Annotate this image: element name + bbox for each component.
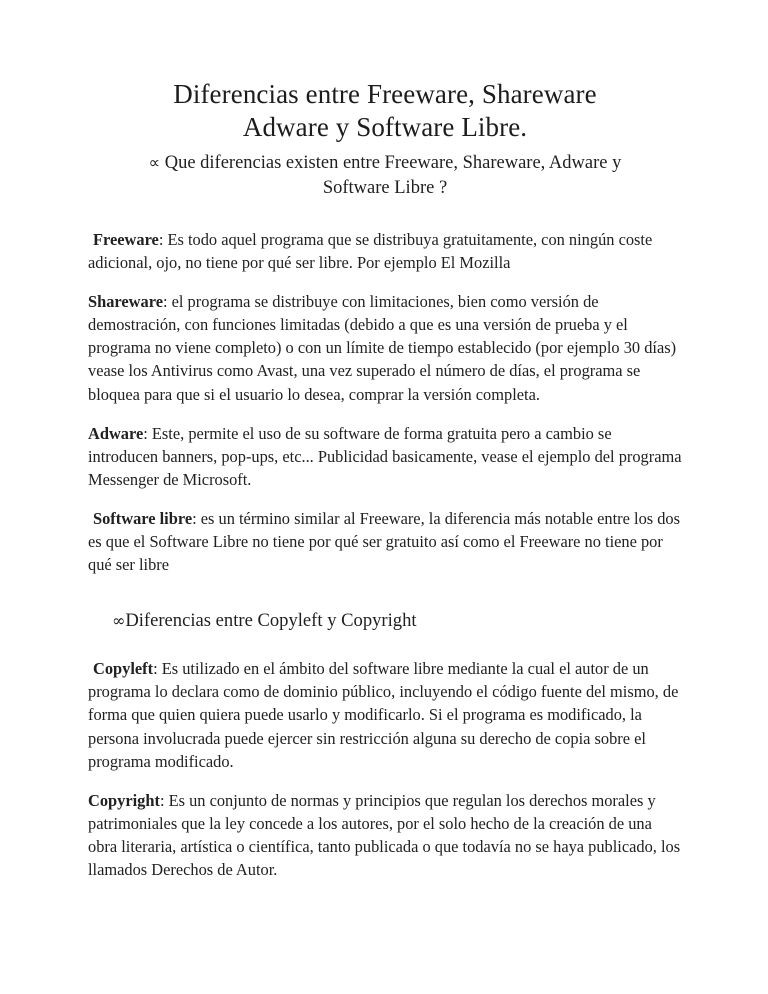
paragraph-separator-shareware: : — [162, 292, 172, 312]
paragraph-lead-copyright: Copyright — [88, 790, 160, 810]
paragraph-separator-freeware: : — [158, 230, 168, 249]
document-content — [88, 78, 682, 881]
paragraph-lead-adware: Adware — [88, 423, 144, 443]
document-title-line-1: Diferencias entre Freeware, Shareware — [173, 79, 597, 109]
paragraph-body-freeware: Es todo aquel programa que se distribuya gratuitamente, con ningún coste adicional, ojo, no tiene por qué ser libre. Por ejemplo El Mozilla — [88, 230, 653, 273]
paragraph-body-shareware: el programa se distribuye con limitaciones, bien como versión de demostración, con funciones limitadas (debido a que es una versión de prueba y el programa no viene completo) o con un límite de tiempo establecido (por ejemplo 30 días) vease los Antivirus como Avast, una vez superado el número de días, el programa se bloquea para que si el usuario lo desea, comprar la versión completa. — [88, 292, 677, 404]
document-title-line-2: Adware y Software Libre. — [242, 112, 528, 142]
heading-top-spacer — [88, 576, 682, 608]
infinity-icon: ∞ — [112, 611, 126, 631]
title-body-spacer — [88, 201, 682, 228]
paragraph-adware — [88, 422, 682, 491]
document-subtitle — [88, 150, 682, 201]
paragraph-body-software-libre: es un término similar al Freeware, la diferencia más notable entre los dos es que el Software Libre no tiene por qué ser gratuito así como el Freeware no tiene por qué ser libre — [88, 508, 681, 575]
paragraph-lead-software-libre: Software libre — [93, 508, 193, 528]
document-title — [88, 78, 682, 144]
paragraph-body-copyright: Es un conjunto de normas y principios que regulan los derechos morales y patrimoniales que la ley concede a los autores, por el solo hecho de la creación de una obra literaria, artística o científica, tanto publicada o que todavía no se haya publicado, los llamados Derechos de Autor. — [88, 790, 681, 879]
paragraph-software-libre — [88, 507, 682, 576]
paragraph-lead-shareware: Shareware — [88, 292, 163, 312]
paragraph-separator-adware: : — [143, 423, 152, 443]
paragraph-body-copyleft: Es utilizado en el ámbito del software libre mediante la cual el autor de un programa lo declara como de dominio público, incluyendo el código fuente del mismo, de forma que quien quiera puede usarlo y modificarlo. Si el programa es modificado, la persona involucrada puede ejercer sin restricción alguna su derecho de copia sobre el programa modificado. — [88, 659, 679, 771]
paragraph-freeware — [88, 228, 682, 274]
paragraph-lead-freeware: Freeware — [93, 230, 159, 249]
paragraph-shareware — [88, 290, 682, 405]
paragraph-copyright — [88, 789, 682, 881]
paragraph-body-adware: Este, permite el uso de su software de forma gratuita pero a cambio se introducen banners, pop-ups, etc... Publicidad basicamente, vease el ejemplo del programa Messenger de Microsoft. — [88, 423, 682, 489]
section-heading-copyleft-copyright — [88, 608, 682, 634]
paragraph-lead-copyleft: Copyleft — [93, 659, 154, 679]
paragraph-separator-copyright: : — [159, 790, 169, 810]
wingdings-scissors-icon: ∝ — [148, 153, 161, 172]
heading-bottom-spacer — [88, 634, 682, 657]
document-subtitle-line-2: Software Libre ? — [322, 178, 448, 198]
paragraph-separator-software-libre: : — [192, 508, 201, 528]
document-subtitle-line-1: Que diferencias existen entre Freeware, Shareware, Adware y — [160, 153, 622, 173]
section-heading-text: Diferencias entre Copyleft y Copyright — [125, 610, 417, 632]
paragraph-copyleft — [88, 657, 682, 772]
paragraph-separator-copyleft: : — [153, 659, 162, 679]
